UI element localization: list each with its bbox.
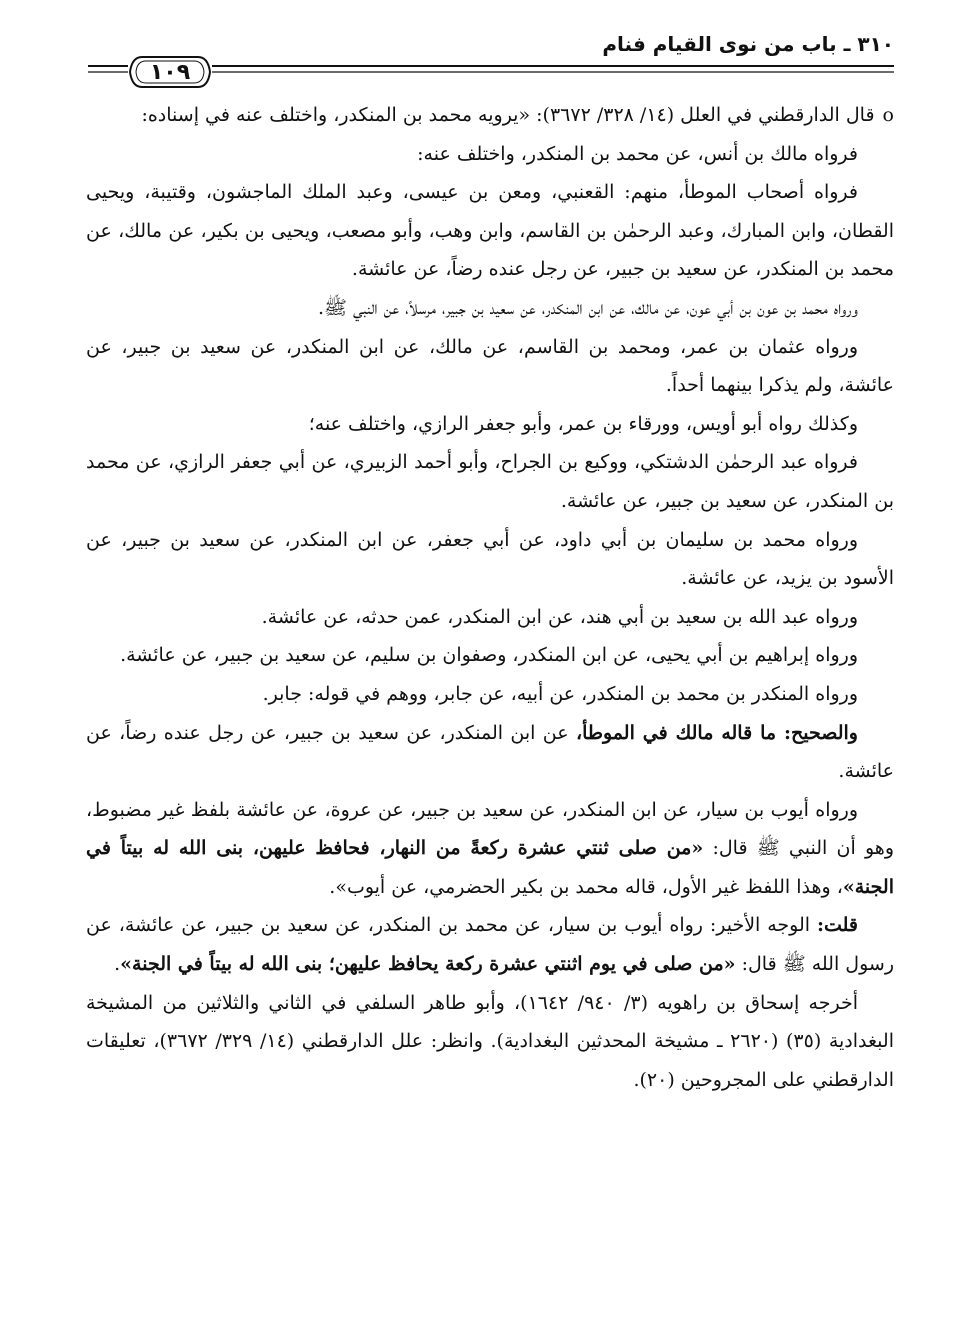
bold-text-segment: «من صلى في يوم اثنتي عشرة ركعة يحافظ عليهن؛ بنى الله له بيتاً في الجنة» (120, 953, 736, 976)
paragraph (86, 328, 894, 405)
paragraph (86, 984, 894, 1100)
text-segment: قال الدارقطني في العلل (١٤/ ٣٢٨/ ٣٦٧٢): «يرويه محمد بن المنكدر، واختلف عنه في إسناده: (141, 104, 875, 126)
bold-text-segment: والصحيح: ما قاله مالك في الموطأ، (575, 721, 858, 744)
text-segment: ورواه محمد بن عون بن أبي عون، عن مالك، عن ابن المنكدر، عن سعيد بن جبير، مرسلاً، عن النبي ﷺ. (318, 296, 858, 319)
paragraph (86, 906, 894, 983)
text-segment: ، وهذا اللفظ غير الأول، قاله محمد بن بكير الحضرمي، عن أيوب». (329, 875, 843, 898)
bold-text-segment: «من صلى ثنتي عشرة ركعةً من النهار، فحافظ عليهن، بنى الله له بيتاً في الجنة» (86, 837, 894, 898)
paragraph (86, 598, 894, 637)
paragraph (86, 791, 894, 907)
running-head: ٣١٠ ـ باب من نوى القيام فنام (602, 32, 894, 56)
paragraph (86, 405, 894, 444)
text-segment: ورواه إبراهيم بن أبي يحيى، عن ابن المنكدر، وصفوان بن سليم، عن سعيد بن جبير، عن عائشة. (120, 644, 858, 667)
text-segment: ورواه المنكدر بن محمد بن المنكدر، عن أبيه، عن جابر، ووهم في قوله: جابر. (262, 682, 858, 705)
bold-text-segment: قلت: (816, 914, 858, 937)
paragraph (86, 135, 894, 174)
text-segment: الوجه الأخير: رواه أيوب بن سيار، عن محمد بن المنكدر، عن سعيد بن جبير، عن عائشة، عن رسول الله ﷺ قال: (86, 914, 894, 976)
paragraph (86, 289, 894, 328)
paragraph (86, 714, 894, 791)
paragraph (86, 443, 894, 520)
text-segment: وكذلك رواه أبو أويس، وورقاء بن عمر، وأبو جعفر الرازي، واختلف عنه؛ (308, 412, 858, 435)
text-segment: فرواه أصحاب الموطأ، منهم: القعنبي، ومعن بن عيسى، وعبد الملك الماجشون، وقتيبة، ويحيى القطان، وابن المبارك، وعبد الرحمٰن بن القاسم، وابن وهب، وأبو مصعب، ويحيى بن بكير، عن مالك، عن محمد بن المنكدر، عن سعيد بن جبير، عن رجل عنده رضاً، عن عائشة. (86, 181, 894, 281)
page-number (128, 54, 212, 90)
text-segment: أخرجه إسحاق بن راهويه (٣/ ٩٤٠/ ١٦٤٢)، وأبو طاهر السلفي في الثاني والثلاثين من المشيخة البغدادية (٣٥) (٢٦٢٠ ـ مشيخة المحدثين البغدادية). وانظر: علل الدارقطني (١٤/ ٣٢٩/ ٣٦٧٢)، تعليقات الدارقطني على المجروحين (٢٠). (86, 991, 894, 1091)
page-header (88, 24, 894, 90)
text-segment: ورواه محمد بن سليمان بن أبي داود، عن أبي جعفر، عن ابن المنكدر، عن سعيد بن جبير، عن الأسود بن يزيد، عن عائشة. (86, 528, 894, 590)
paragraph (86, 96, 894, 135)
main-text (86, 96, 894, 1099)
paragraph (86, 521, 894, 598)
page-number-text: ١٠٩ (149, 59, 191, 85)
text-segment: . (114, 953, 121, 976)
text-segment: ورواه عبد الله بن سعيد بن أبي هند، عن ابن المنكدر، عمن حدثه، عن عائشة. (261, 605, 858, 628)
paragraph (86, 173, 894, 289)
paragraph (86, 636, 894, 675)
text-segment: ورواه أيوب بن سيار، عن ابن المنكدر، عن سعيد بن جبير، عن عروة، عن عائشة بلفظ غير مضبوط، وهو أن النبي ﷺ قال: (86, 798, 895, 860)
text-segment: عن ابن المنكدر، عن سعيد بن جبير، عن رجل عنده رضاً، عن عائشة. (86, 721, 894, 783)
text-segment: فرواه مالك بن أنس، عن محمد بن المنكدر، واختلف عنه: (417, 142, 858, 165)
text-segment: فرواه عبد الرحمٰن الدشتكي، ووكيع بن الجراح، وأبو أحمد الزبيري، عن أبي جعفر الرازي، عن محمد بن المنكدر، عن سعيد بن جبير، عن عائشة. (86, 451, 894, 512)
text-segment: ورواه عثمان بن عمر، ومحمد بن القاسم، عن مالك، عن ابن المنكدر، عن سعيد بن جبير، عن عائشة، ولم يذكرا بينهما أحداً. (86, 335, 894, 397)
paragraph-marker: o (882, 104, 894, 126)
paragraph (86, 675, 894, 714)
